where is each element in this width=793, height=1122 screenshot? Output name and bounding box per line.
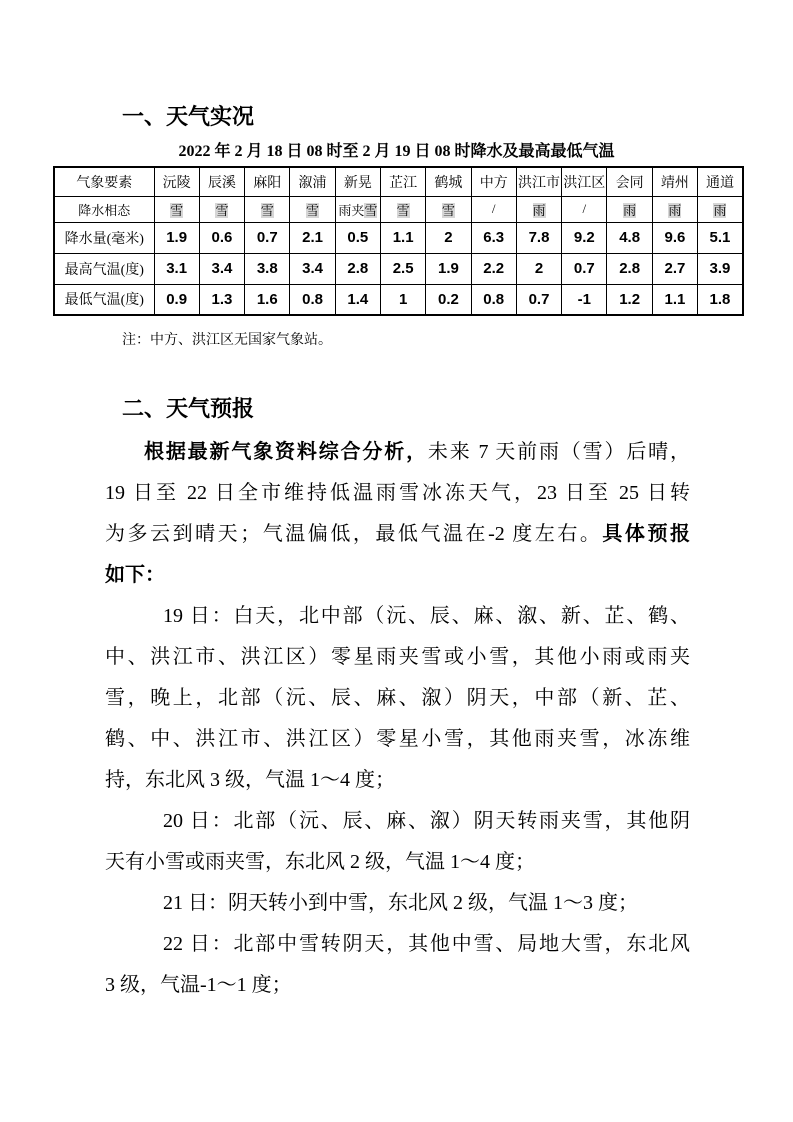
forecast-line [105,637,690,678]
value-cell: 2.8 [607,253,652,284]
phase-cell [380,196,425,222]
value-cell: 1.2 [607,284,652,315]
value-cell: 0.7 [562,253,607,284]
value-cell: 3.1 [154,253,199,284]
value-cell: 1.8 [698,284,743,315]
forecast-line [105,883,690,924]
value-cell: 3.9 [698,253,743,284]
forecast-line [105,432,690,473]
forecast-line [105,842,690,883]
col-header-station: 会同 [607,167,652,196]
phase-cell [652,196,697,222]
forecast-line [105,924,690,965]
col-header-station: 洪江区 [562,167,607,196]
phase-value: 雨夹 [338,202,365,218]
phase-cell [245,196,290,222]
col-header-station: 辰溪 [199,167,244,196]
forecast-run-bold: 具体预报 [602,523,690,545]
value-cell: 2 [426,222,471,253]
col-header-station: 麻阳 [245,167,290,196]
forecast-line [105,473,690,514]
col-header-station: 中方 [471,167,516,196]
value-cell: 2.7 [652,253,697,284]
forecast-run: 21 日：阴天转小到中雪，东北风 2 级，气温 1～3 度； [163,892,638,914]
value-cell: 3.4 [199,253,244,284]
forecast-run: 鹤、中、洪江市、洪江区）零星小雪，其他雨夹雪，冰冻维 [105,728,690,750]
phase-value: / [582,201,587,216]
col-header-station: 溆浦 [290,167,335,196]
value-cell: 1.1 [652,284,697,315]
phase-value-shaded: 雨 [713,202,727,218]
row-label: 最高气温(度) [54,253,154,284]
phase-cell [154,196,199,222]
value-cell: 7.8 [516,222,561,253]
phase-value-shaded: 雪 [306,202,320,218]
forecast-line [105,596,690,637]
value-cell: 1.6 [245,284,290,315]
value-cell: 2.1 [290,222,335,253]
phase-value-shaded: 雪 [364,202,378,218]
col-header-station: 新晃 [335,167,380,196]
forecast-line [105,555,690,596]
value-cell: 1.4 [335,284,380,315]
forecast-line [105,514,690,555]
value-cell: 0.6 [199,222,244,253]
forecast-line [105,760,690,801]
value-cell: 4.8 [607,222,652,253]
table-title: 2022 年 2 月 18 日 08 时至 2 月 19 日 08 时降水及最高最低气温 [178,143,615,160]
phase-value-shaded: 雨 [668,202,682,218]
phase-cell [426,196,471,222]
phase-value-shaded: 雪 [170,202,184,218]
phase-value: / [491,201,496,216]
table-row [54,253,743,284]
value-cell: 2.2 [471,253,516,284]
forecast-run: 19 日：白天，北中部（沅、辰、麻、溆、新、芷、鹤、 [163,605,690,627]
forecast-line [105,965,690,1006]
value-cell: 1 [380,284,425,315]
forecast-run: 为多云到晴天；气温偏低，最低气温在-2 度左右。 [105,523,603,545]
phase-value-shaded: 雪 [260,202,274,218]
forecast-run-bold: 如下： [105,564,165,586]
value-cell: 0.8 [471,284,516,315]
value-cell: 0.9 [154,284,199,315]
phase-cell [607,196,652,222]
section-heading-forecast: 二、天气预报 [122,396,255,421]
col-header-station: 通道 [698,167,743,196]
phase-cell [698,196,743,222]
col-header-station: 鹤城 [426,167,471,196]
phase-value-shaded: 雪 [441,202,455,218]
col-header-station: 芷江 [380,167,425,196]
forecast-run: 20 日：北部（沅、辰、麻、溆）阴天转雨夹雪，其他阴 [163,810,690,832]
value-cell: 1.9 [426,253,471,284]
value-cell: 3.8 [245,253,290,284]
row-label: 降水相态 [54,196,154,222]
phase-value-shaded: 雪 [215,202,229,218]
row-label: 降水量(毫米) [54,222,154,253]
value-cell: 2.8 [335,253,380,284]
value-cell: 3.4 [290,253,335,284]
phase-cell [199,196,244,222]
phase-value-shaded: 雨 [532,202,546,218]
col-header-station: 沅陵 [154,167,199,196]
col-header-station: 靖州 [652,167,697,196]
table-note: 注：中方、洪江区无国家气象站。 [122,333,332,348]
row-label: 最低气温(度) [54,284,154,315]
phase-value-shaded: 雨 [623,202,637,218]
value-cell: 2.5 [380,253,425,284]
forecast-run: 22 日：北部中雪转阴天，其他中雪、局地大雪，东北风 [163,933,690,955]
table-row [54,196,743,222]
value-cell: 0.2 [426,284,471,315]
phase-cell [335,196,380,222]
phase-cell [290,196,335,222]
table-header-row [54,167,743,196]
value-cell: 5.1 [698,222,743,253]
phase-cell [471,196,516,222]
forecast-run: 中、洪江市、洪江区）零星雨夹雪或小雪，其他小雨或雨夹 [105,646,690,668]
forecast-line [105,678,690,719]
col-header-element: 气象要素 [54,167,154,196]
phase-cell [562,196,607,222]
phase-cell [516,196,561,222]
phase-value-shaded: 雪 [396,202,410,218]
table-row [54,284,743,315]
value-cell: 1.9 [154,222,199,253]
value-cell: 1.3 [199,284,244,315]
forecast-line [105,719,690,760]
value-cell: 9.6 [652,222,697,253]
forecast-run: 19 日至 22 日全市维持低温雨雪冰冻天气，23 日至 25 日转 [105,482,690,504]
section-heading-weather-now: 一、天气实况 [122,104,255,129]
value-cell: 1.1 [380,222,425,253]
forecast-run: 雪，晚上，北部（沅、辰、麻、溆）阴天，中部（新、芷、 [105,687,690,709]
forecast-run-bold: 根据最新气象资料综合分析， [144,441,428,463]
value-cell: 0.7 [516,284,561,315]
forecast-line [105,801,690,842]
forecast-run: 3 级，气温-1～1 度； [105,974,292,996]
value-cell: 9.2 [562,222,607,253]
table-row [54,222,743,253]
value-cell: -1 [562,284,607,315]
weather-table [53,166,744,316]
value-cell: 0.7 [245,222,290,253]
value-cell: 0.5 [335,222,380,253]
col-header-station: 洪江市 [516,167,561,196]
value-cell: 0.8 [290,284,335,315]
value-cell: 2 [516,253,561,284]
value-cell: 6.3 [471,222,516,253]
forecast-text [105,432,690,1006]
forecast-run: 天有小雪或雨夹雪，东北风 2 级，气温 1～4 度； [105,851,535,873]
forecast-run: 持，东北风 3 级，气温 1～4 度； [105,769,395,791]
forecast-run: 未来 7 天前雨（雪）后晴， [427,441,691,463]
